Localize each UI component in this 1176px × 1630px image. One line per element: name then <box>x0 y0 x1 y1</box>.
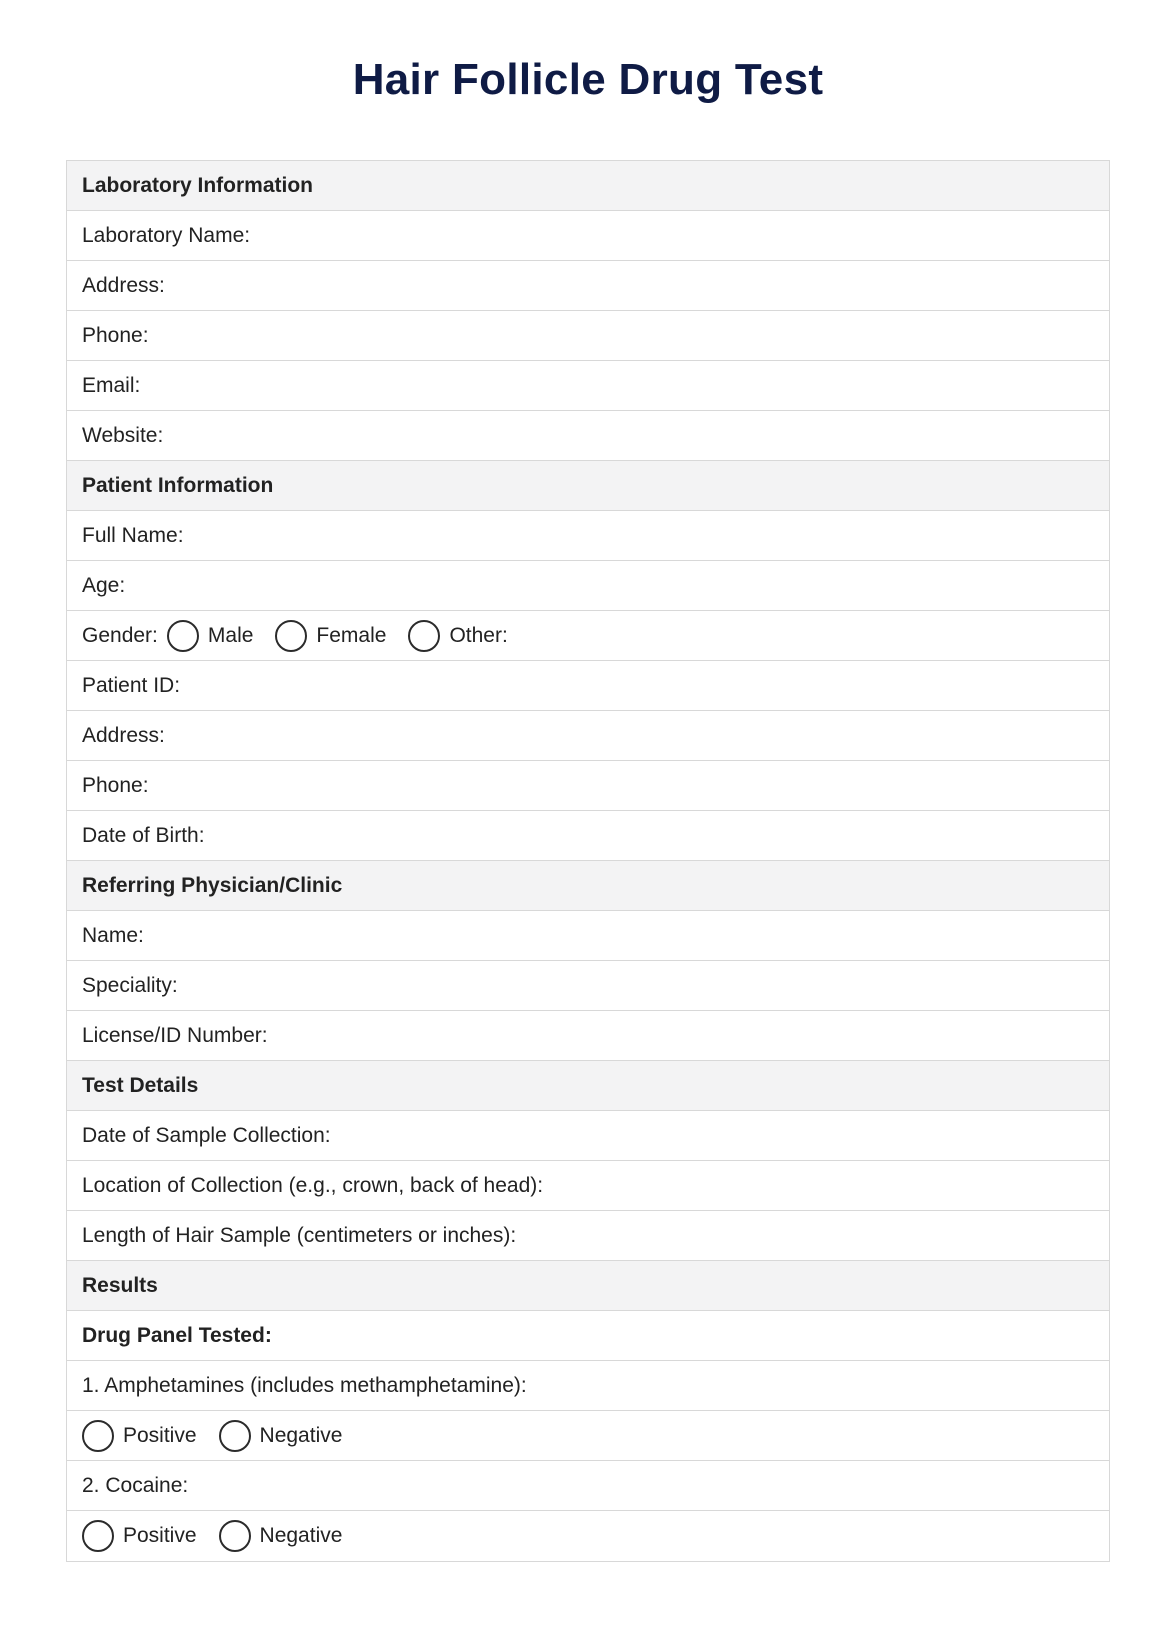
drug-test-form <box>66 160 1110 1562</box>
result-option-label: Negative <box>259 1423 343 1447</box>
gender-option-female[interactable] <box>275 620 386 652</box>
field-collection-location[interactable]: Location of Collection (e.g., crown, back of head): <box>67 1161 1109 1211</box>
result-option-positive[interactable] <box>82 1420 197 1452</box>
result-option-label: Positive <box>123 1524 197 1547</box>
result-option-negative[interactable] <box>219 1420 343 1452</box>
gender-option-label: Other: <box>449 623 508 647</box>
gender-option-label: Female <box>316 623 387 647</box>
field-patient-age[interactable]: Age: <box>67 561 1109 611</box>
result-option-negative[interactable] <box>219 1520 343 1552</box>
gender-option-male[interactable] <box>167 620 254 652</box>
gender-option-label: Male <box>207 623 254 647</box>
field-laboratory-website[interactable]: Website: <box>67 411 1109 461</box>
field-laboratory-phone[interactable]: Phone: <box>67 311 1109 361</box>
section-header-test-details: Test Details <box>67 1061 1109 1111</box>
gender-label: Gender: <box>82 623 158 647</box>
drug-result-options <box>67 1511 1109 1561</box>
radio-circle-icon[interactable] <box>219 1520 251 1552</box>
field-physician-license[interactable]: License/ID Number: <box>67 1011 1109 1061</box>
radio-circle-icon[interactable] <box>82 1520 114 1552</box>
field-laboratory-name[interactable]: Laboratory Name: <box>67 211 1109 261</box>
result-option-positive[interactable] <box>82 1520 197 1552</box>
drug-panel-label: Drug Panel Tested: <box>67 1311 1109 1361</box>
field-patient-id[interactable]: Patient ID: <box>67 661 1109 711</box>
field-sample-collection-date[interactable]: Date of Sample Collection: <box>67 1111 1109 1161</box>
radio-circle-icon[interactable] <box>219 1420 251 1452</box>
drug-item-label: 1. Amphetamines (includes methamphetamine): <box>67 1361 1109 1411</box>
field-laboratory-address[interactable]: Address: <box>67 261 1109 311</box>
result-option-label: Positive <box>123 1423 197 1447</box>
section-header-results: Results <box>67 1261 1109 1311</box>
field-patient-address[interactable]: Address: <box>67 711 1109 761</box>
drug-item-label: 2. Cocaine: <box>67 1461 1109 1511</box>
field-patient-phone[interactable]: Phone: <box>67 761 1109 811</box>
radio-circle-icon[interactable] <box>275 620 307 652</box>
field-laboratory-email[interactable]: Email: <box>67 361 1109 411</box>
radio-circle-icon[interactable] <box>167 620 199 652</box>
result-option-label: Negative <box>259 1524 343 1547</box>
section-header-patient: Patient Information <box>67 461 1109 511</box>
page-title: Hair Follicle Drug Test <box>352 55 824 104</box>
field-physician-name[interactable]: Name: <box>67 911 1109 961</box>
field-patient-full-name[interactable]: Full Name: <box>67 511 1109 561</box>
drug-result-options <box>67 1411 1109 1461</box>
field-physician-speciality[interactable]: Speciality: <box>67 961 1109 1011</box>
radio-circle-icon[interactable] <box>82 1420 114 1452</box>
field-hair-sample-length[interactable]: Length of Hair Sample (centimeters or inches): <box>67 1211 1109 1261</box>
field-patient-gender <box>67 611 1109 661</box>
section-header-physician: Referring Physician/Clinic <box>67 861 1109 911</box>
section-header-laboratory: Laboratory Information <box>67 161 1109 211</box>
gender-option-other[interactable] <box>408 620 507 652</box>
field-patient-dob[interactable]: Date of Birth: <box>67 811 1109 861</box>
radio-circle-icon[interactable] <box>408 620 440 652</box>
